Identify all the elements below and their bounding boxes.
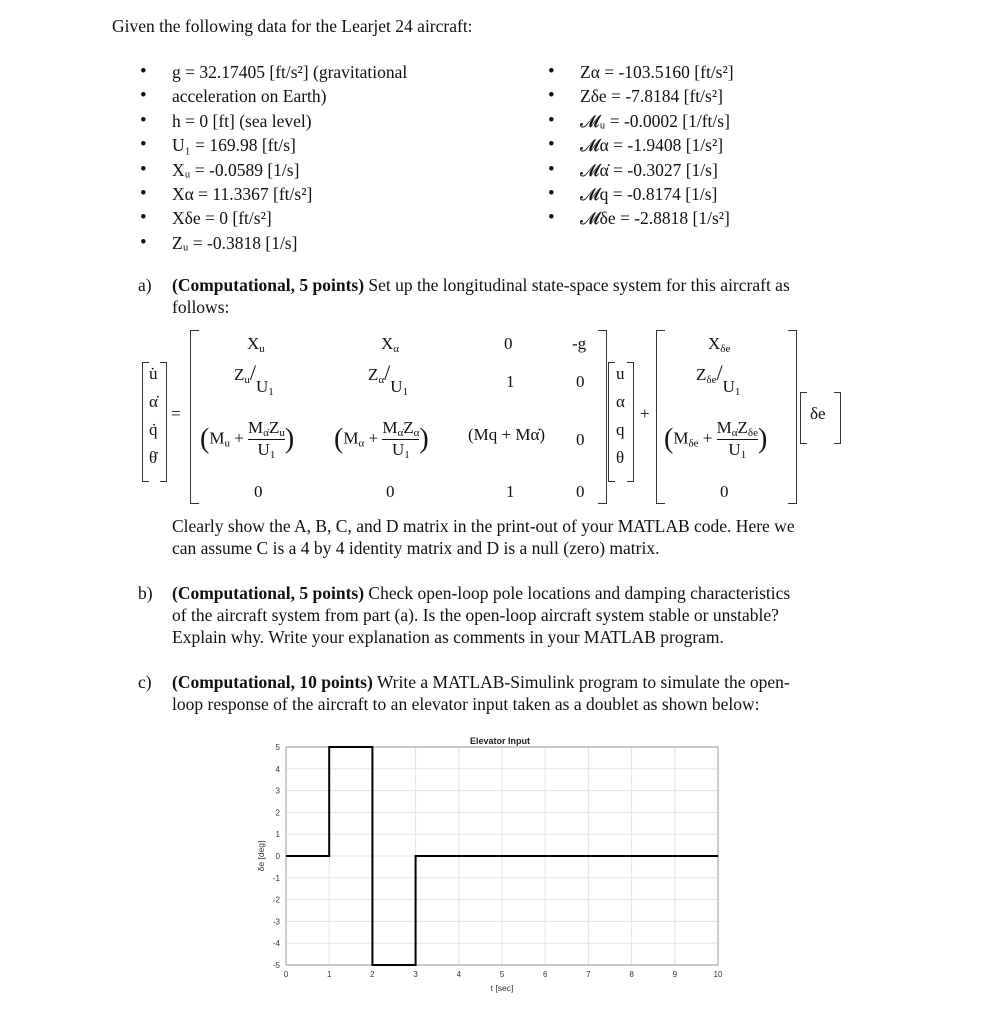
a43: 1 bbox=[506, 482, 515, 501]
param-xalpha bbox=[140, 182, 407, 206]
a21: $Z_u/U_1$ bbox=[234, 360, 274, 398]
x-tick-label: 3 bbox=[413, 970, 418, 979]
param-text: 𝓜q = -0.8174 [1/s] bbox=[580, 184, 718, 205]
left-bracket bbox=[142, 362, 149, 482]
right-parameter-list bbox=[548, 60, 734, 231]
param-zde bbox=[548, 84, 734, 108]
param-text: Zα = -103.5160 [ft/s²] bbox=[580, 62, 734, 82]
param-text: 𝓜α̇ = -0.3027 [1/s] bbox=[580, 159, 718, 180]
part-b-points: (Computational, 5 points) bbox=[172, 583, 365, 603]
y-tick-label: -5 bbox=[272, 961, 280, 970]
part-c-text2: loop response of the aircraft to an elevator input taken as a doublet as shown below: bbox=[172, 694, 760, 714]
param-malphadot bbox=[548, 158, 734, 182]
x-tick-label: 8 bbox=[629, 970, 634, 979]
y-tick-label: 1 bbox=[275, 830, 280, 840]
param-mde bbox=[548, 206, 734, 230]
y-tick-label: 0 bbox=[275, 852, 280, 861]
part-c-text1: Write a MATLAB-Simulink program to simulate the open- bbox=[372, 672, 790, 692]
param-text: g = 32.17405 [ft/s²] (gravitational bbox=[172, 62, 408, 82]
x-axis-label: t [sec] bbox=[490, 983, 514, 993]
x-tick-label: 2 bbox=[370, 970, 375, 979]
y-tick-label: 3 bbox=[275, 786, 280, 796]
chart-title: Elevator Input bbox=[469, 736, 531, 746]
chart-svg bbox=[248, 733, 738, 998]
a14: -g bbox=[572, 334, 587, 353]
param-g bbox=[140, 60, 407, 84]
param-text: 𝓜δe = -2.8818 [1/s²] bbox=[580, 208, 730, 229]
part-a-text2: follows: bbox=[172, 297, 230, 317]
x-tick-label: 10 bbox=[713, 970, 723, 979]
y-tick-label: -4 bbox=[272, 939, 280, 949]
x-tick-label: 9 bbox=[672, 970, 678, 979]
a12: $X_\alpha$ bbox=[381, 334, 400, 355]
a32: ($M_\alpha$ + $\frac{M_{\alphȧ}Z_\alpha}{U_1}$ ) bbox=[334, 418, 429, 461]
y-tick-label: 2 bbox=[275, 808, 280, 818]
part-c-points: (Computational, 10 points) bbox=[172, 672, 373, 692]
param-text: h = 0 [ft] (sea level) bbox=[172, 110, 312, 131]
b2: $Z_{\delta e}/U_1$ bbox=[696, 360, 741, 398]
param-xu bbox=[140, 158, 407, 182]
param-g-cont bbox=[140, 84, 407, 108]
part-a-after2: can assume C is a 4 by 4 identity matrix and D is a null (zero) matrix. bbox=[172, 538, 660, 558]
a24: 0 bbox=[576, 372, 585, 391]
plus-sign: + bbox=[640, 404, 650, 423]
param-zu bbox=[140, 231, 407, 255]
param-text: U₁ = 169.98 [ft/s] bbox=[172, 135, 296, 156]
input-right-bracket bbox=[834, 392, 841, 444]
part-b bbox=[138, 582, 892, 648]
x-tick-label: 0 bbox=[283, 970, 289, 979]
param-text: Zᵤ = -0.3818 [1/s] bbox=[172, 232, 298, 253]
part-b-label: b) bbox=[138, 583, 153, 603]
state-theta: θ bbox=[616, 448, 625, 467]
state-left-bracket bbox=[608, 362, 615, 482]
x-tick-label: 1 bbox=[326, 970, 332, 979]
b4: 0 bbox=[720, 482, 729, 501]
input-delta-e: δe bbox=[810, 404, 826, 423]
a41: 0 bbox=[254, 482, 263, 501]
param-mq bbox=[548, 182, 734, 206]
y-axis-label: δe [deg] bbox=[256, 840, 266, 872]
param-text: acceleration on Earth) bbox=[172, 86, 327, 107]
b1: $X_{\delta e}$ bbox=[708, 334, 731, 355]
equals-sign: = bbox=[171, 404, 181, 423]
a-matrix-left-bracket bbox=[190, 330, 199, 504]
a11: $X_u$ bbox=[247, 334, 265, 355]
state-right-bracket bbox=[627, 362, 634, 482]
param-u1 bbox=[140, 133, 407, 157]
part-b-text3: Explain why. Write your explanation as comments in your MATLAB program. bbox=[172, 627, 724, 647]
y-tick-label: -1 bbox=[272, 873, 280, 883]
state-alpha: α bbox=[616, 392, 625, 411]
param-text: 𝓜ᵤ = -0.0002 [1/ft/s] bbox=[580, 110, 730, 131]
param-text: Zδe = -7.8184 [ft/s²] bbox=[580, 86, 723, 107]
x-tick-label: 6 bbox=[542, 970, 548, 979]
a-matrix-right-bracket bbox=[598, 330, 607, 504]
part-a-text1: Set up the longitudinal state-space system for this aircraft as bbox=[364, 275, 790, 295]
param-text: Xᵤ = -0.0589 [1/s] bbox=[172, 159, 300, 180]
part-a bbox=[138, 274, 872, 318]
param-text: Xδe = 0 [ft/s²] bbox=[172, 208, 272, 229]
part-a-label: a) bbox=[138, 275, 152, 295]
a22: $Z_\alpha/U_1$ bbox=[368, 360, 409, 398]
part-a-after1: Clearly show the A, B, C, and D matrix in the print-out of your MATLAB code. Here we bbox=[172, 516, 795, 536]
part-a-points: (Computational, 5 points) bbox=[172, 275, 365, 295]
thetadot: θ̇ bbox=[149, 448, 158, 467]
y-tick-label: -2 bbox=[272, 895, 280, 905]
x-tick-label: 5 bbox=[499, 970, 505, 979]
y-tick-label: 4 bbox=[275, 764, 280, 774]
a34: 0 bbox=[576, 430, 585, 449]
input-left-bracket bbox=[800, 392, 807, 444]
a44: 0 bbox=[576, 482, 585, 501]
part-c-label: c) bbox=[138, 672, 152, 692]
b-matrix-right-bracket bbox=[788, 330, 797, 504]
x-tick-label: 7 bbox=[586, 970, 591, 979]
part-b-text2: of the aircraft system from part (a). Is the open-loop aircraft system stable or unstable? bbox=[172, 605, 779, 625]
intro-text: Given the following data for the Learjet 24 aircraft: bbox=[112, 16, 473, 36]
part-a-after bbox=[172, 515, 892, 559]
param-mu bbox=[548, 109, 734, 133]
a33: (Mq + Mα̇) bbox=[468, 425, 546, 444]
left-parameter-list bbox=[140, 60, 407, 255]
a31: ($M_u$ + $\frac{M_{\alphȧ}Z_u}{U_1}$ ) bbox=[200, 418, 295, 461]
elevator-input-chart bbox=[248, 733, 738, 1003]
param-text: 𝓜α = -1.9408 [1/s²] bbox=[580, 135, 724, 156]
param-xde bbox=[140, 206, 407, 230]
part-c bbox=[138, 671, 892, 715]
a23: 1 bbox=[506, 372, 515, 391]
b3: ($M_{\delta e}$ + $M_{\alphȧ}Z_{\delta e}$ $U_1$ ) bbox=[664, 418, 768, 461]
a42: 0 bbox=[386, 482, 395, 501]
state-u: u bbox=[616, 364, 625, 383]
part-b-text1: Check open-loop pole locations and damping characteristics bbox=[364, 583, 791, 603]
right-bracket bbox=[160, 362, 167, 482]
b-matrix-left-bracket bbox=[656, 330, 665, 504]
y-tick-label: 5 bbox=[275, 743, 280, 752]
qdot: q̇ bbox=[149, 420, 158, 439]
x-tick-label: 4 bbox=[456, 970, 462, 979]
a13: 0 bbox=[504, 334, 513, 353]
udot: u̇ bbox=[149, 364, 158, 383]
param-h bbox=[140, 109, 407, 133]
param-zalpha bbox=[548, 60, 734, 84]
state-q: q bbox=[616, 420, 625, 439]
y-tick-label: -3 bbox=[272, 917, 280, 927]
param-malpha bbox=[548, 133, 734, 157]
param-text: Xα = 11.3367 [ft/s²] bbox=[172, 184, 313, 205]
alphadot: α̇ bbox=[149, 392, 158, 411]
